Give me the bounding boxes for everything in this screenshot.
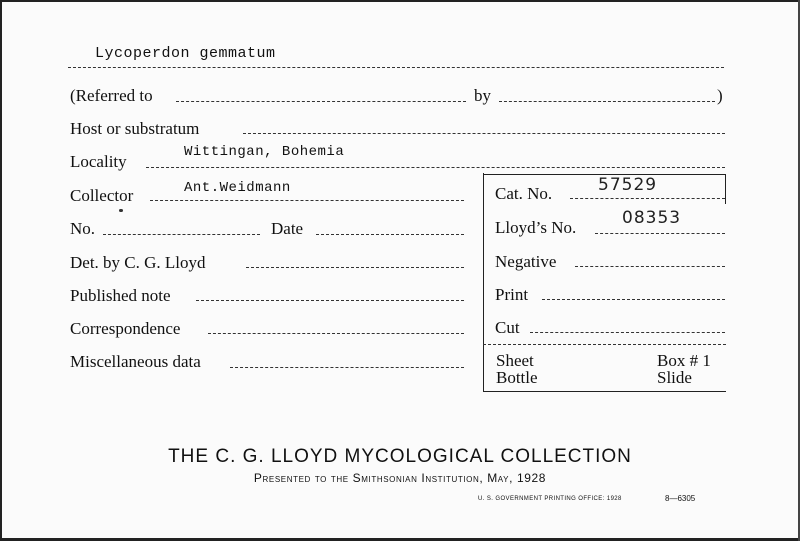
collector-label: Collector [70,186,134,205]
negative-line[interactable] [575,266,725,267]
card-border-top [0,0,800,2]
lloyds-no-label: Lloyd’s No. [495,218,577,237]
negative-label: Negative [495,252,557,271]
bottle-label: Bottle [496,368,538,387]
cat-no-label: Cat. No. [495,184,553,203]
cut-line[interactable] [530,332,725,333]
print-label: Print [495,285,529,304]
lloyds-no-line[interactable] [595,233,725,234]
locality-value: Wittingan, Bohemia [184,144,345,160]
box-number-label: Box # 1 [657,351,711,370]
published-note-line[interactable] [196,300,464,301]
lloyds-no-value: 08353 [622,208,682,228]
storage-divider [483,344,726,345]
cat-no-line[interactable] [570,198,725,199]
printer-imprint: U. S. GOVERNMENT PRINTING OFFICE: 1928 [478,496,622,502]
correspondence-label: Correspondence [70,319,181,338]
referred-to-label: (Referred to [70,86,153,105]
correspondence-line[interactable] [208,333,464,334]
locality-label: Locality [70,152,127,171]
collection-subtitle: Presented to the Smithsonian Institution, May, 1928 [253,471,547,485]
ink-mark [119,209,123,212]
collector-line[interactable] [150,200,464,201]
no-line[interactable] [103,234,260,235]
catalog-box-bottom-rule [483,391,726,392]
cut-label: Cut [495,318,520,337]
misc-data-line[interactable] [230,367,464,368]
close-paren: ) [717,86,723,105]
catalog-box-right-rule [725,174,726,204]
det-label: Det. by C. G. Lloyd [70,253,206,272]
sheet-label: Sheet [496,351,534,370]
slide-label: Slide [657,368,692,387]
collector-value: Ant.Weidmann [184,180,291,196]
referred-to-line[interactable] [176,101,466,102]
by-line[interactable] [499,101,715,102]
species-name: Lycoperdon gemmatum [95,45,276,62]
locality-line[interactable] [146,167,725,168]
catalog-box-left-rule [483,173,484,392]
cat-no-value: 57529 [598,175,658,195]
date-label: Date [271,219,304,238]
misc-data-label: Miscellaneous data [70,352,201,371]
published-note-label: Published note [70,286,171,305]
species-name-line [68,67,724,68]
collection-title: THE C. G. LLOYD MYCOLOGICAL COLLECTION [168,446,632,467]
date-line[interactable] [316,234,464,235]
host-line[interactable] [243,133,725,134]
form-number: 8—6305 [665,494,696,503]
det-line[interactable] [246,267,464,268]
print-line[interactable] [542,299,725,300]
no-label: No. [70,219,96,238]
by-label: by [474,86,491,105]
host-label: Host or substratum [70,119,200,138]
